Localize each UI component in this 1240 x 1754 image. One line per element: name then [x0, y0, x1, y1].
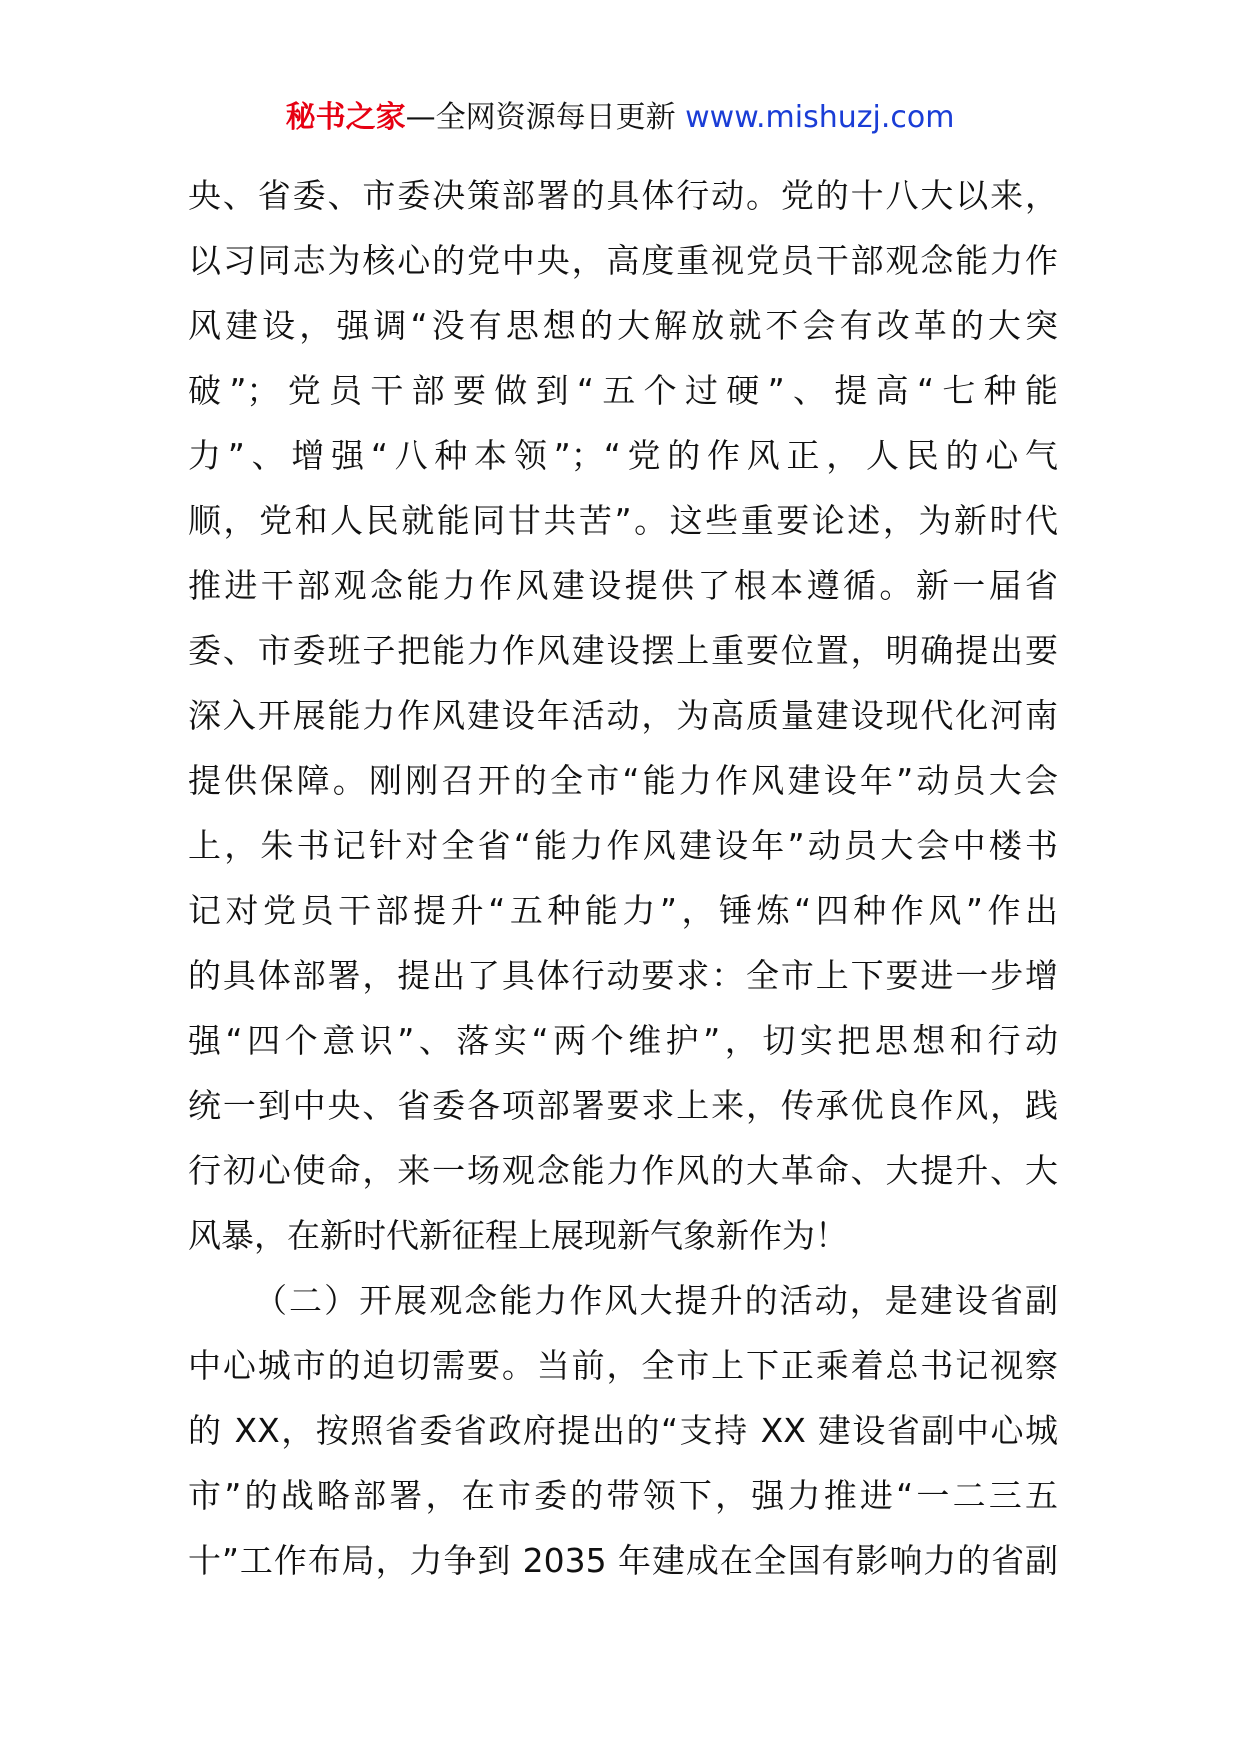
body-text [188, 163, 1058, 1593]
paragraph-start-line: （二）开展观念能力作风大提升的活动，是建设省副 [254, 1281, 1058, 1320]
text-line: 强“四个意识”、落实“两个维护”，切实把思想和行动 [188, 1021, 1058, 1060]
text-line: 央、省委、市委决策部署的具体行动。党的十八大以来， [188, 176, 1058, 215]
text-line: 提供保障。刚刚召开的全市“能力作风建设年”动员大会 [188, 761, 1058, 800]
text-line: 以习同志为核心的党中央，高度重视党员干部观念能力作 [188, 241, 1058, 280]
text-line: 中心城市的迫切需要。当前，全市上下正乘着总书记视察 [188, 1346, 1058, 1385]
text-line: 市”的战略部署，在市委的带领下，强力推进“一二三五 [188, 1476, 1058, 1515]
text-line: 委、市委班子把能力作风建设摆上重要位置，明确提出要 [188, 631, 1058, 670]
text-line: 顺，党和人民就能同甘共苦”。这些重要论述，为新时代 [188, 501, 1058, 540]
text-line: 的 XX，按照省委省政府提出的“支持 XX 建设省副中心城 [188, 1411, 1058, 1450]
text-line: 的具体部署，提出了具体行动要求：全市上下要进一步增 [188, 956, 1058, 995]
header-tagline: —全网资源每日更新 [405, 100, 686, 135]
text-line: 风建设，强调“没有思想的大解放就不会有改革的大突 [188, 306, 1058, 345]
text-line: 推进干部观念能力作风建设提供了根本遵循。新一届省 [188, 566, 1058, 605]
text-line: 统一到中央、省委各项部署要求上来，传承优良作风，践 [188, 1086, 1058, 1125]
header-site-link[interactable]: www.mishuzj.com [685, 100, 955, 135]
text-line: 破”；党员干部要做到“五个过硬”、提高“七种能 [188, 371, 1058, 410]
header-brand: 秘书之家 [285, 100, 406, 135]
text-line: 十”工作布局，力争到 2035 年建成在全国有影响力的省副 [188, 1541, 1058, 1580]
text-line: 深入开展能力作风建设年活动，为高质量建设现代化河南 [188, 696, 1058, 735]
page-header [0, 98, 1240, 138]
paragraph-end-line: 风暴，在新时代新征程上展现新气象新作为！ [188, 1216, 848, 1255]
text-line: 上，朱书记针对全省“能力作风建设年”动员大会中楼书 [188, 826, 1058, 865]
text-line: 力”、增强“八种本领”；“党的作风正，人民的心气 [188, 436, 1058, 475]
text-line: 行初心使命，来一场观念能力作风的大革命、大提升、大 [188, 1151, 1058, 1190]
text-line: 记对党员干部提升“五种能力”，锤炼“四种作风”作出 [188, 891, 1058, 930]
